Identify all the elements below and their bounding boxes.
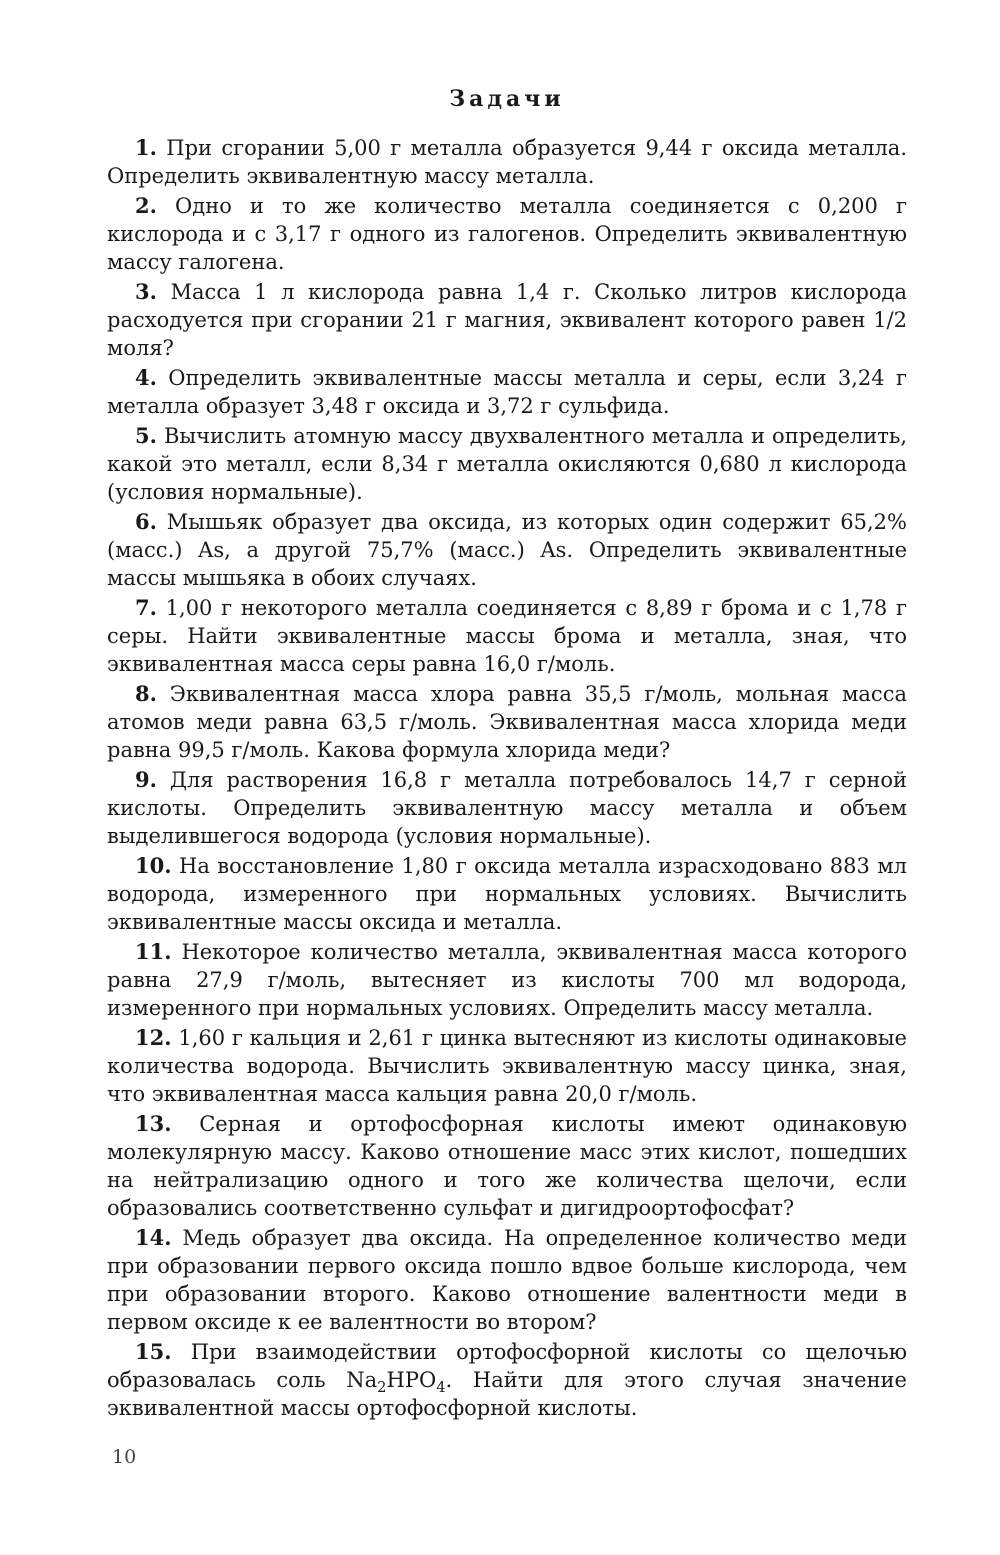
problem-text: Эквивалентная масса хлора равна 35,5 г/моль, мольная масса атомов меди равна 63,5 г/моль. Эквивалентная масса хлорида меди равна 99,5 г/моль. Какова формула хлорида меди? xyxy=(107,682,907,762)
problem-list xyxy=(107,134,907,1424)
problem-text: Серная и ортофосфорная кислоты имеют одинаковую молекулярную массу. Каково отношение масс этих кислот, пошедших на нейтрализацию одного и того же количества щелочи, если образовались соответственно сульфат и дигидроортофосфат? xyxy=(107,1112,907,1220)
problem-text: Мышьяк образует два оксида, из которых один содержит 65,2% (масс.) As, а другой 75,7% (масс.) As. Определить эквивалентные массы мышьяка в обоих случаях. xyxy=(107,510,907,590)
problem-item xyxy=(107,1224,907,1336)
problem-item xyxy=(107,1024,907,1108)
problem-text: 1,60 г кальция и 2,61 г цинка вытесняют из кислоты одинаковые количества водорода. Вычислить эквивалентную массу цинка, зная, что эквивалентная масса кальция равна 20,0 г/моль. xyxy=(107,1026,907,1106)
problem-number: 14. xyxy=(135,1225,172,1250)
chemical-formula: $Na_2HPO_4$ xyxy=(346,1368,446,1397)
problem-text: На восстановление 1,80 г оксида металла израсходовано 883 мл водорода, измеренного при нормальных условиях. Вычислить эквивалентные массы оксида и металла. xyxy=(107,854,907,934)
problem-number: 8. xyxy=(135,681,157,706)
problem-number: 12. xyxy=(135,1025,172,1050)
problem-item xyxy=(107,1338,907,1422)
problem-item xyxy=(107,134,907,190)
problem-text: Определить эквивалентные массы металла и серы, если 3,24 г металла образует 3,48 г оксида и 3,72 г сульфида. xyxy=(107,366,907,418)
problem-item xyxy=(107,508,907,592)
problem-item xyxy=(107,1110,907,1222)
problem-number: 10. xyxy=(135,853,172,878)
problem-text: Некоторое количество металла, эквивалентная масса которого равна 27,9 г/моль, вытесняет из кислоты 700 мл водорода, измеренного при нормальных условиях. Определить массу металла. xyxy=(107,940,907,1020)
problem-text: 1,00 г некоторого металла соединяется с 8,89 г брома и с 1,78 г серы. Найти эквивалентные массы брома и металла, зная, что эквивалентная масса серы равна 16,0 г/моль. xyxy=(107,596,907,676)
problem-text: Масса 1 л кислорода равна 1,4 г. Сколько литров кислорода расходуется при сгорании 21 г магния, эквивалент которого равен 1/2 моля? xyxy=(107,280,907,360)
problem-text: Медь образует два оксида. На определенное количество меди при образовании первого оксида пошло вдвое больше кислорода, чем при образовании второго. Каково отношение валентности меди в первом оксиде к ее валентности во втором? xyxy=(107,1226,907,1334)
problem-number: 5. xyxy=(135,423,157,448)
problem-number: 2. xyxy=(135,193,157,218)
problem-number: 3. xyxy=(135,279,157,304)
problem-item xyxy=(107,680,907,764)
problem-item xyxy=(107,852,907,936)
problem-number: 1. xyxy=(135,135,157,160)
problem-text: При взаимодействии ортофосфорной кислоты со щелочью образовалась соль xyxy=(107,1340,907,1392)
problem-item xyxy=(107,364,907,420)
problem-item xyxy=(107,594,907,678)
problem-number: 15. xyxy=(135,1339,172,1364)
problem-item xyxy=(107,278,907,362)
problem-text: Вычислить атомную массу двухвалентного металла и определить, какой это металл, если 8,34 г металла окисляются 0,680 л кислорода (условия нормальные). xyxy=(107,424,907,504)
problem-number: 6. xyxy=(135,509,157,534)
page-number: 10 xyxy=(112,1446,137,1468)
problem-number: 7. xyxy=(135,595,157,620)
problem-number: 4. xyxy=(135,365,157,390)
problem-item xyxy=(107,192,907,276)
problem-item xyxy=(107,766,907,850)
problem-text: . Найти для этого случая значение эквивалентной массы ортофосфорной кислоты. xyxy=(107,1368,907,1420)
problem-number: 11. xyxy=(135,939,172,964)
problem-text: Для растворения 16,8 г металла потребовалось 14,7 г серной кислоты. Определить эквивалентную массу металла и объем выделившегося водорода (условия нормальные). xyxy=(107,768,907,848)
problem-text: При сгорании 5,00 г металла образуется 9,44 г оксида металла. Определить эквивалентную массу металла. xyxy=(107,136,907,188)
problem-number: 9. xyxy=(135,767,157,792)
problem-item xyxy=(107,938,907,1022)
problem-item xyxy=(107,422,907,506)
page-title: Задачи xyxy=(449,86,565,112)
problem-text: Одно и то же количество металла соединяется с 0,200 г кислорода и с 3,17 г одного из галогенов. Определить эквивалентную массу галогена. xyxy=(107,194,907,274)
problem-number: 13. xyxy=(135,1111,172,1136)
